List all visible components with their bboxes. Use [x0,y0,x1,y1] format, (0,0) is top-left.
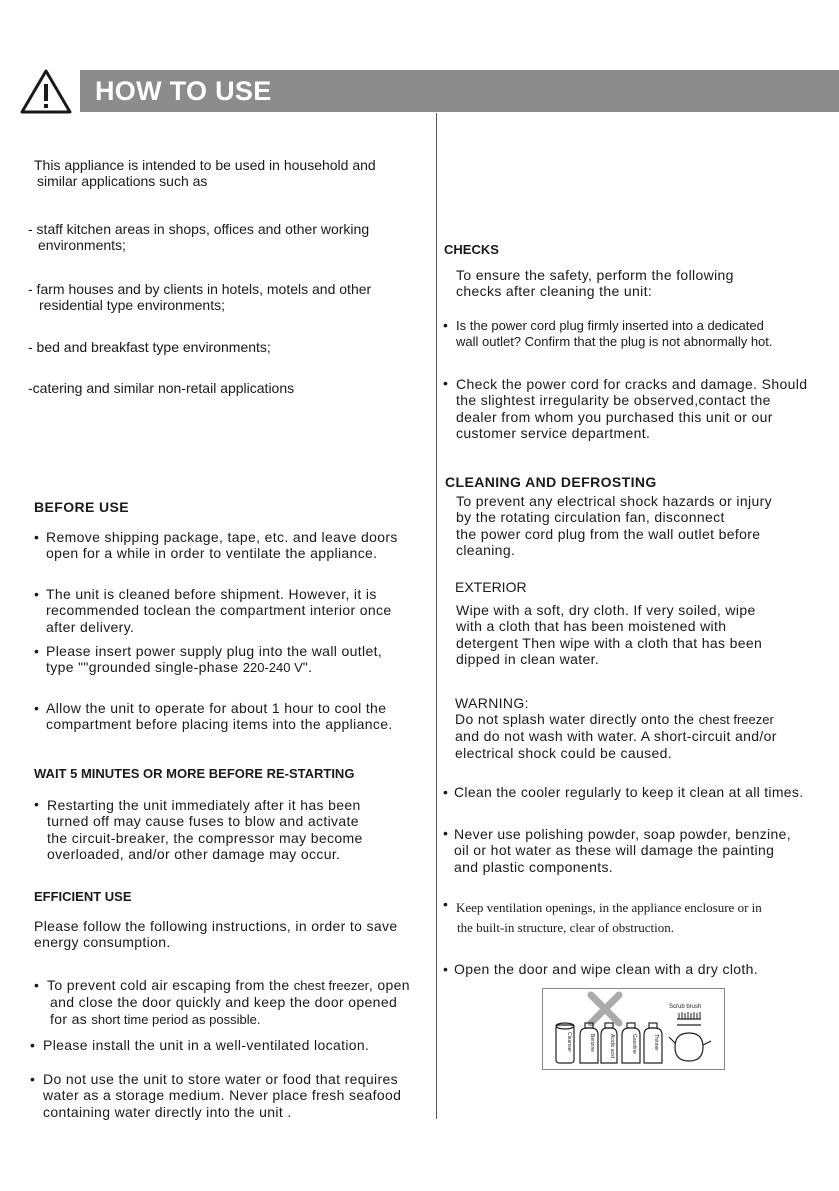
warning-text: Do not splash water directly onto the chest freezer and do not wash with water. A short-circuit and/or electrical shock could be caused. [455,711,777,761]
prohibited-cleaners-image [543,989,724,1069]
exterior-text: Wipe with a soft, dry cloth. If very soiled, wipe with a cloth that has been moistened with detergent Then wipe with a cloth that has been dipped in clean water. [456,602,763,667]
column-divider [436,113,437,1119]
application-item: - bed and breakfast type environments; [28,339,271,355]
before-use-item: • Allow the unit to operate for about 1 hour to cool the compartment before placing items into the appliance. [34,700,393,733]
thinner-label: Thinner [653,1034,659,1051]
cleaning-agents-illustration [542,988,725,1070]
gasoline-label: Gasoline [631,1034,637,1054]
before-use-item: • Please insert power supply plug into the wall outlet, type ""grounded single-phase 220-240 V". [34,643,383,676]
cleaning-item: • Clean the cooler regularly to keep it clean at all times. [443,784,804,800]
exterior-heading: EXTERIOR [455,579,527,595]
acidic-acid-label: Acidic acid [609,1034,615,1058]
application-item: -catering and similar non-retail applications [28,380,295,396]
warning-heading: WARNING: [455,695,529,711]
efficient-item: • Please install the unit in a well-ventilated location. [30,1037,370,1053]
efficient-item: • Do not use the unit to store water or food that requires water as a storage medium. Never place fresh seafood containing water directly into the unit . [30,1071,402,1120]
intro-paragraph: This appliance is intended to be used in household and similar applications such as [34,157,376,190]
application-item: - staff kitchen areas in shops, offices and other working environments; [28,221,370,254]
wait-item: • Restarting the unit immediately after it has been turned off may cause fuses to blow and activate the circuit-breaker, the compressor may become overloaded, and/or other damage may occur. [34,796,363,862]
warning-triangle-icon [20,68,72,114]
checks-item: • Is the power cord plug firmly inserted into a dedicated wall outlet? Confirm that the plug is not abnormally hot. [443,317,773,350]
cleanser-label: Cleanser [566,1032,572,1053]
benzine-label: Benzine [589,1034,595,1053]
cleaning-intro: To prevent any electrical shock hazards or injury by the rotating circulation fan, disconnect the power cord plug from the wall outlet before cleaning. [456,493,772,558]
efficient-intro: Please follow the following instructions, in order to save energy consumption. [34,918,398,951]
page-title: HOW TO USE [95,76,272,106]
cleaning-item: • Never use polishing powder, soap powder, benzine, oil or hot water as these will damage the painting and plastic components. [443,825,792,875]
before-use-item: • The unit is cleaned before shipment. However, it is recommended toclean the compartment interior once after delivery. [34,586,392,635]
checks-intro: To ensure the safety, perform the following checks after cleaning the unit: [456,267,734,300]
cleaning-item: • Keep ventilation openings, in the appliance enclosure or in the built-in structure, clear of obstruction. [443,896,762,935]
cleaning-heading: CLEANING AND DEFROSTING [445,474,657,490]
wait-heading: WAIT 5 MINUTES OR MORE BEFORE RE-STARTING [34,766,355,781]
checks-heading: CHECKS [444,242,499,257]
efficient-use-heading: EFFICIENT USE [34,889,132,904]
before-use-heading: BEFORE USE [34,499,130,515]
before-use-item: • Remove shipping package, tape, etc. and leave doors open for a while in order to ventilate the appliance. [34,529,398,562]
checks-item: • Check the power cord for cracks and damage. Should the slightest irregularity be observed,contact the dealer from whom you purchased this unit or our customer service department. [443,375,808,441]
efficient-item: • To prevent cold air escaping from the chest freezer, open and close the door quickly and keep the door opened for as short time period as possible. [34,977,410,1027]
scrub-brush-label: Scrub brush [669,1004,702,1010]
application-item: - farm houses and by clients in hotels, motels and other residential type environments; [28,281,372,314]
cleaning-item: • Open the door and wipe clean with a dry cloth. [443,961,759,977]
